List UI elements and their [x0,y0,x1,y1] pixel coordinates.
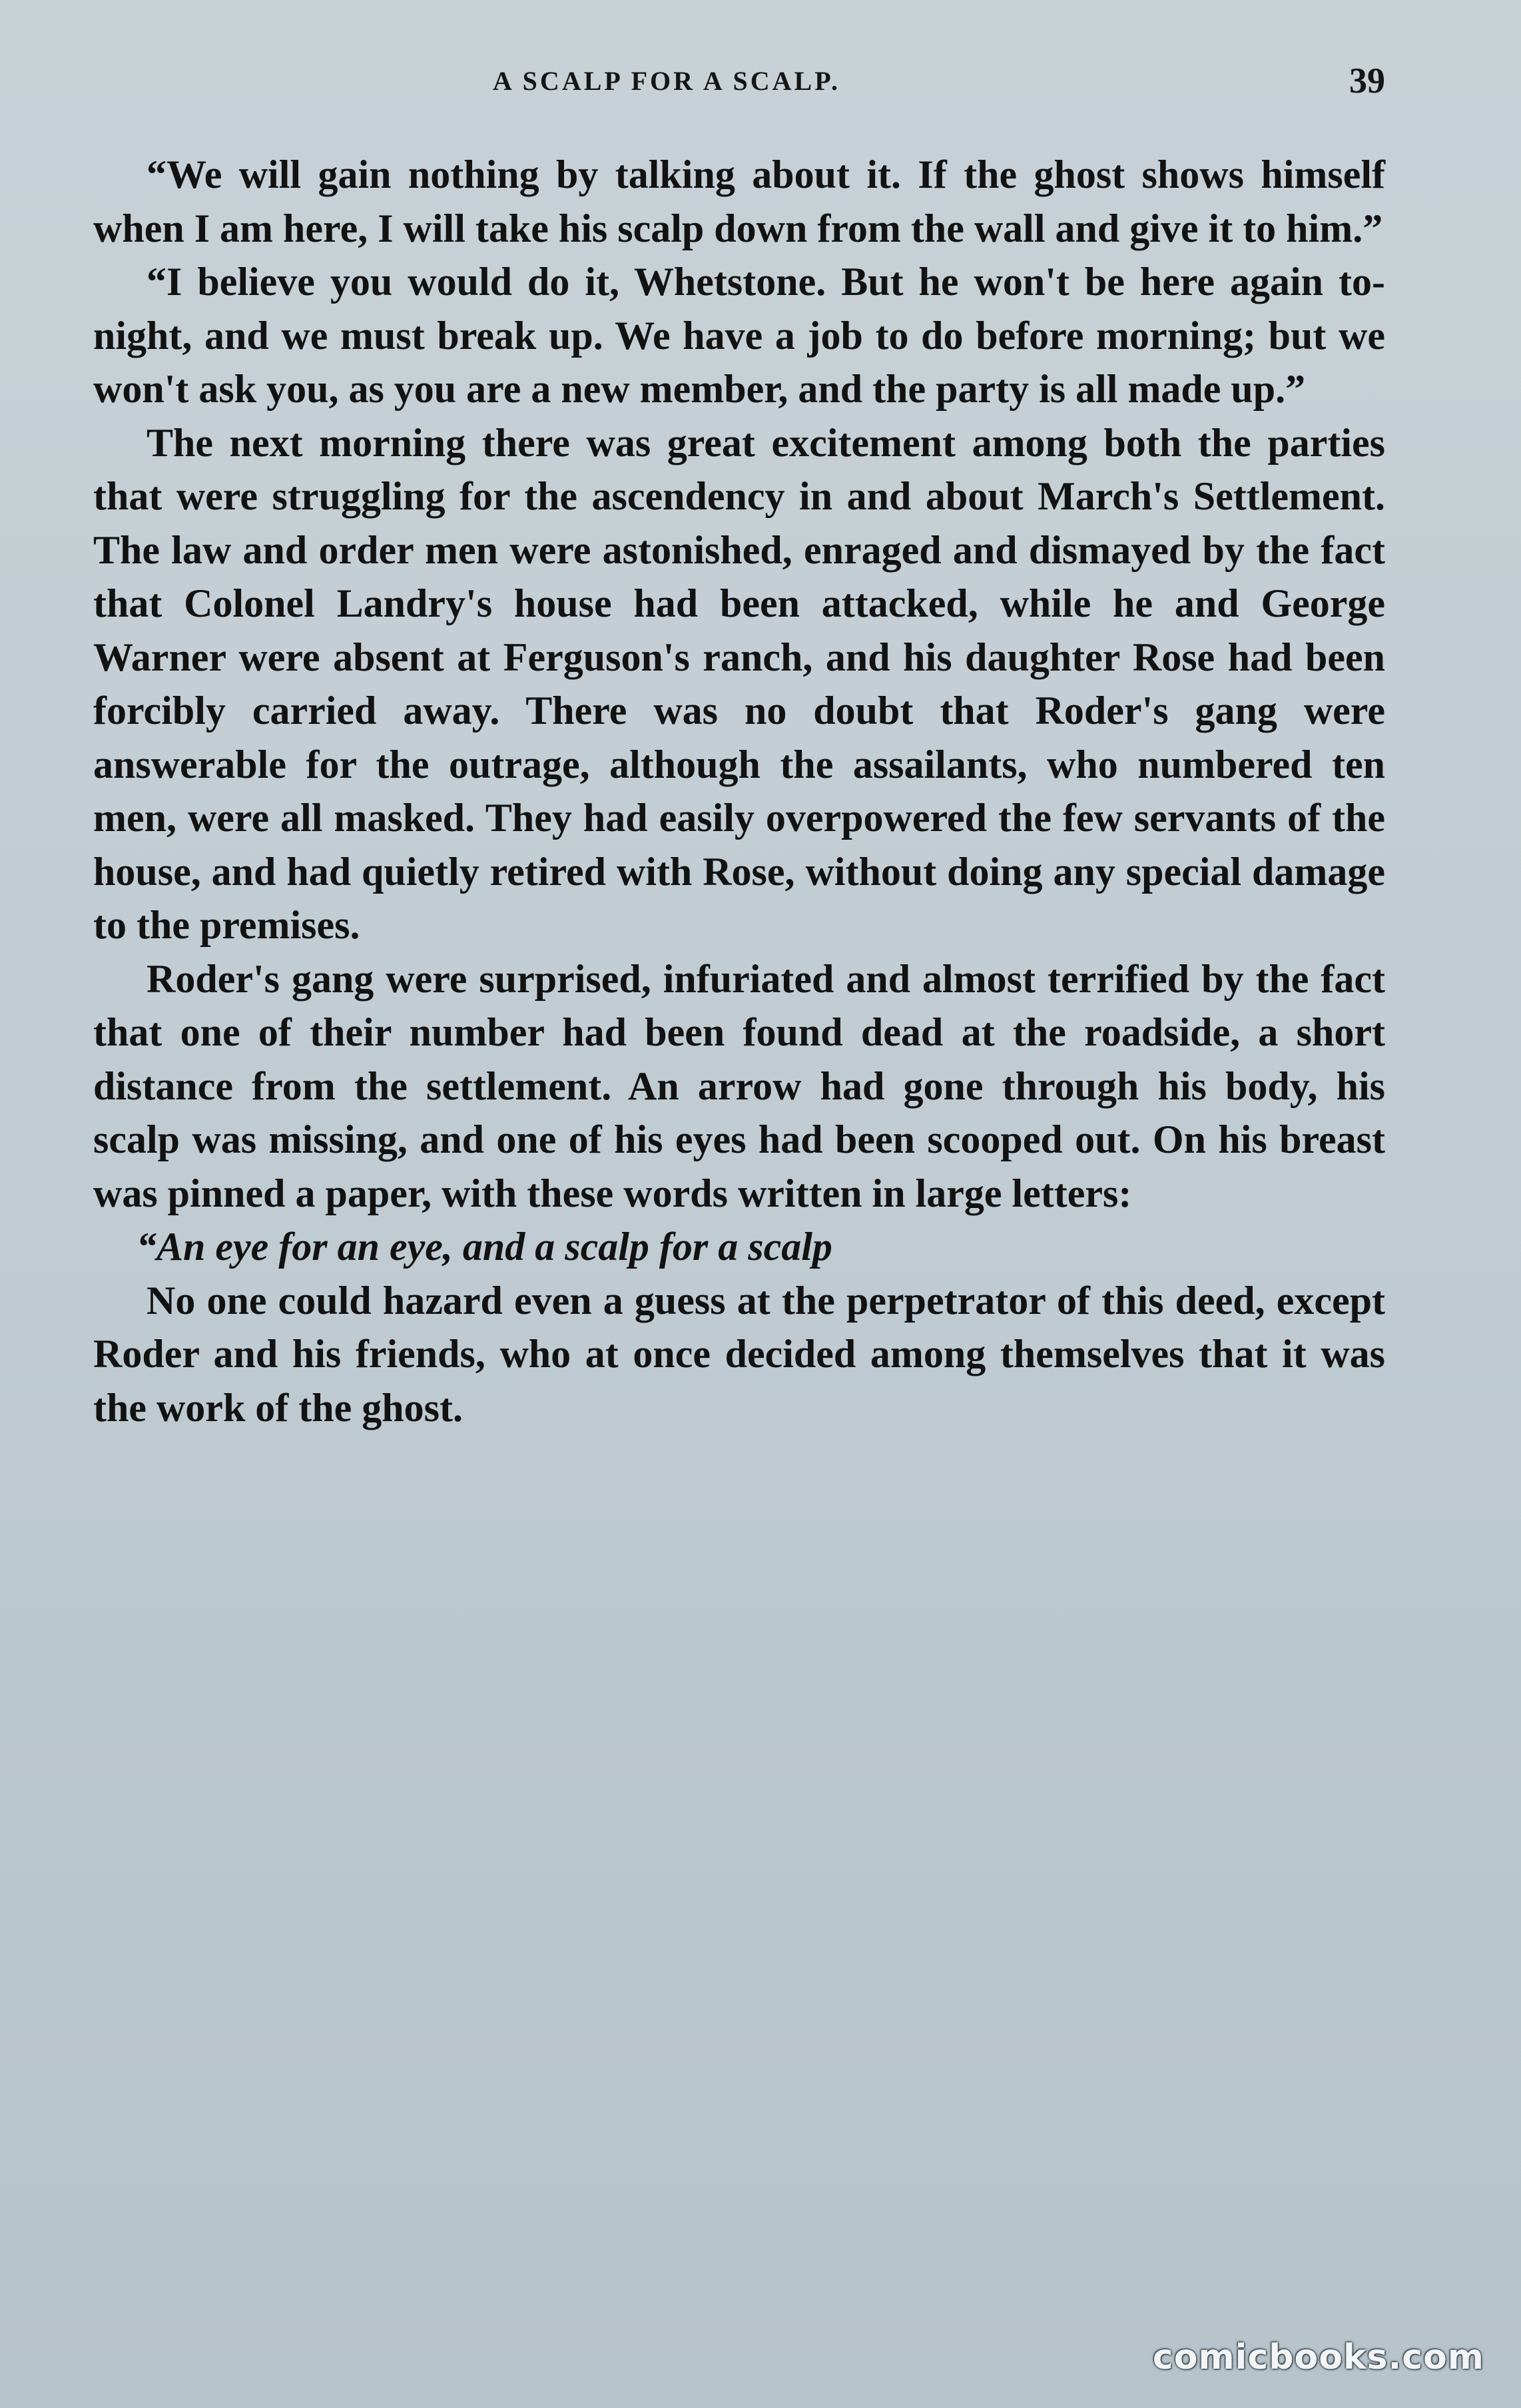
paragraph: The next morning there was great excitement among both the parties that were struggling for the ascendency in and about March's Settlement. The law and order men were astonished, enraged and dismayed by the fact that Colonel Landry's house had been attacked, while he and George Warner were absent at Ferguson's ranch, and his daughter Rose had been forcibly carried away. There was no doubt that Roder's gang were answerable for the outrage, although the assailants, who numbered ten men, were all masked. They had easily overpowered the few servants of the house, and had quietly retired with Rose, without doing any special damage to the premises. [93,420,1385,947]
body-text [93,148,1385,1434]
running-head: A SCALP FOR A SCALP. [493,66,840,96]
motto-line: “An eye for an eye, and a scalp for a scalp [137,1225,832,1269]
paragraph: No one could hazard even a guess at the perpetrator of this deed, except Roder and his friends, who at once decided among themselves that it was the work of the ghost. [93,1278,1385,1430]
paragraph: “I believe you would do it, Whetstone. But he won't be here again to-night, and we must break up. We have a job to do before morning; but we won't ask you, as you are a new member, and the party is all made up.” [93,260,1385,411]
page-header [93,60,1385,113]
show-through-text [100,1705,1405,1758]
watermark: comicbooks.com [1152,2337,1484,2377]
paragraph: Roder's gang were surprised, infuriated and almost terrified by the fact that one of their number had been found dead at the roadside, a short distance from the settlement. An arrow had gone through his body, his scalp was missing, and one of his eyes had been scooped out. On his breast was pinned a paper, with these words written in large letters: [93,956,1385,1215]
page-number: 39 [1349,61,1385,101]
paragraph: “We will gain nothing by talking about it. If the ghost shows himself when I am here, I will take his scalp down from the wall and give it to him.” [93,152,1385,250]
